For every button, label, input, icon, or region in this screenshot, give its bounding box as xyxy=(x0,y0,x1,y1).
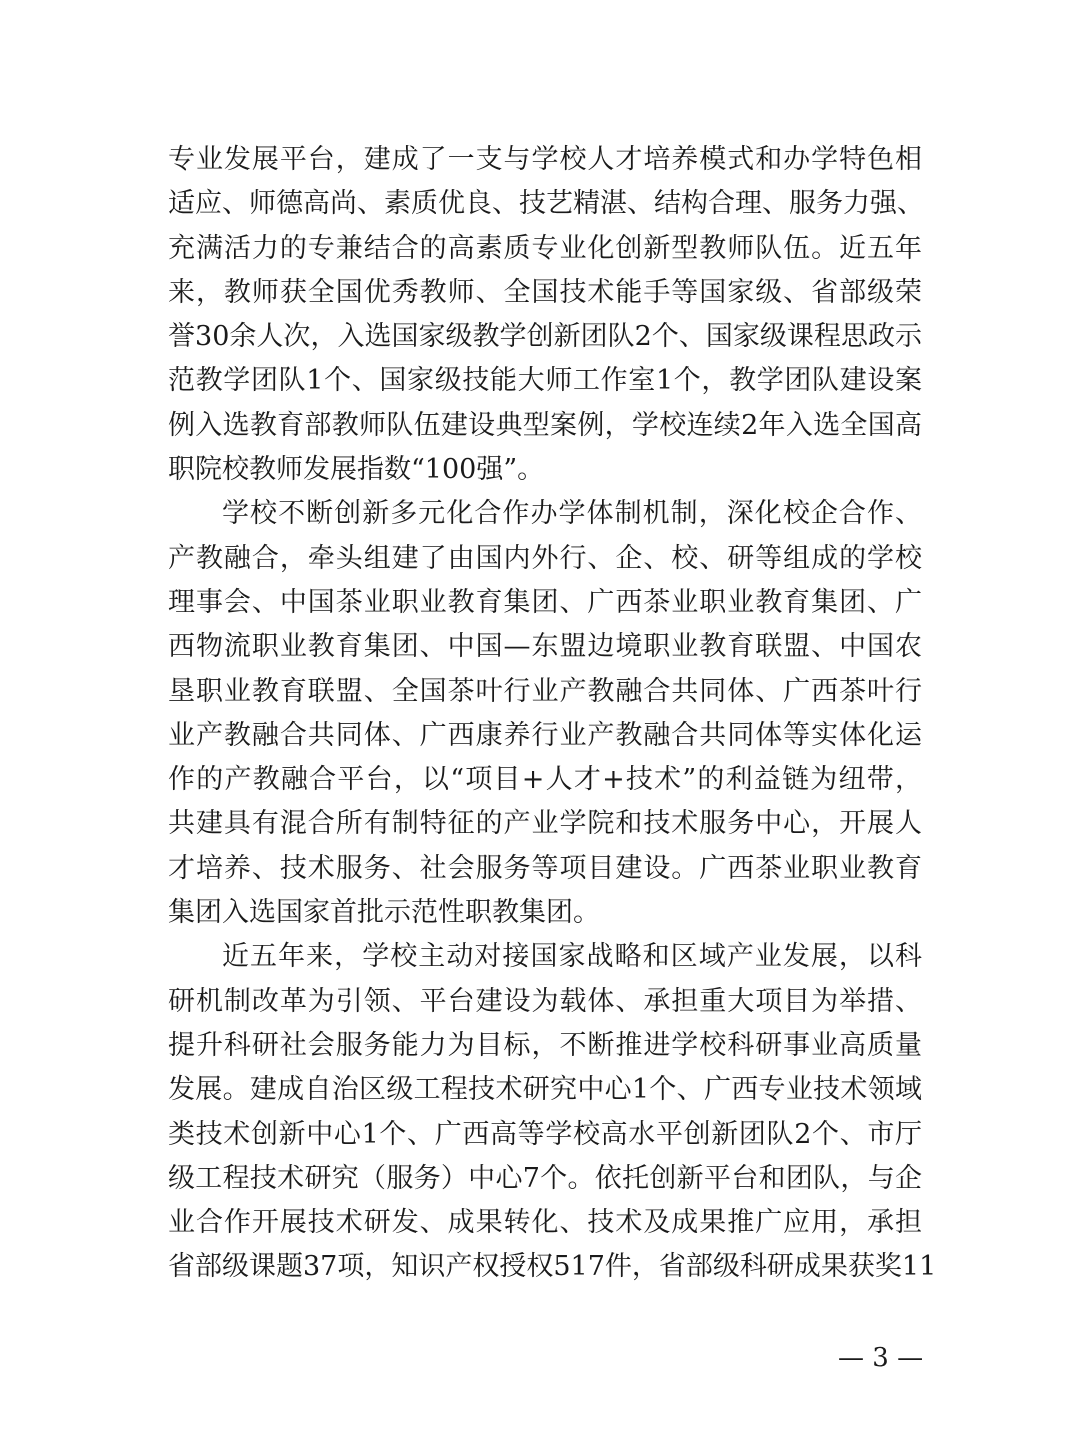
text-line: 才培养、技术服务、社会服务等项目建设。广西茶业职业教育 xyxy=(168,852,922,884)
text-line: 西物流职业教育集团、中国—东盟边境职业教育联盟、中国农 xyxy=(168,631,922,663)
text-line: 提升科研社会服务能力为目标，不断推进学校科研事业高质量 xyxy=(168,1029,922,1061)
text-line: 省部级课题37项，知识产权授权517件，省部级科研成果获奖11 xyxy=(168,1251,937,1283)
text-line: 业合作开展技术研发、成果转化、技术及成果推广应用，承担 xyxy=(168,1207,922,1239)
text-line: 来，教师获全国优秀教师、全国技术能手等国家级、省部级荣 xyxy=(168,276,922,308)
text-line: 研机制改革为引领、平台建设为载体、承担重大项目为举措、 xyxy=(168,985,922,1017)
text-line: 发展。建成自治区级工程技术研究中心1个、广西专业技术领域 xyxy=(168,1074,922,1106)
text-line: 垦职业教育联盟、全国茶叶行业产教融合共同体、广西茶叶行 xyxy=(168,675,922,707)
text-line: 专业发展平台，建成了一支与学校人才培养模式和办学特色相 xyxy=(168,144,922,175)
text-line: 范教学团队1个、国家级技能大师工作室1个，教学团队建设案 xyxy=(168,365,922,397)
page-number: — 3 — xyxy=(838,1343,924,1373)
text-line: 学校不断创新多元化合作办学体制机制，深化校企合作、 xyxy=(222,498,922,530)
text-line: 类技术创新中心1个、广西高等学校高水平创新团队2个、市厅 xyxy=(168,1118,922,1150)
text-line: 级工程技术研究（服务）中心7个。依托创新平台和团队，与企 xyxy=(168,1162,922,1194)
text-line: 誉30余人次，入选国家级教学创新团队2个、国家级课程思政示 xyxy=(168,321,922,353)
text-line: 共建具有混合所有制特征的产业学院和技术服务中心，开展人 xyxy=(168,808,922,840)
text-line: 职院校教师发展指数“100强”。 xyxy=(168,454,545,486)
text-line: 适应、师德高尚、素质优良、技艺精湛、结构合理、服务力强、 xyxy=(168,188,924,220)
body-text xyxy=(168,138,937,1290)
paragraph xyxy=(168,935,937,1289)
text-line: 充满活力的专兼结合的高素质专业化创新型教师队伍。近五年 xyxy=(168,232,922,264)
text-line: 作的产教融合平台，以“项目+人才+技术”的利益链为纽带， xyxy=(168,764,922,796)
text-line: 产教融合，牵头组建了由国内外行、企、校、研等组成的学校 xyxy=(168,542,922,574)
text-line: 理事会、中国茶业职业教育集团、广西茶业职业教育集团、广 xyxy=(168,586,922,618)
paragraph xyxy=(168,138,922,492)
text-line: 业产教融合共同体、广西康养行业产教融合共同体等实体化运 xyxy=(168,719,922,751)
text-line: 近五年来，学校主动对接国家战略和区域产业发展，以科 xyxy=(222,941,922,973)
text-line: 例入选教育部教师队伍建设典型案例，学校连续2年入选全国高 xyxy=(168,409,922,441)
paragraph xyxy=(168,492,922,935)
text-line: 集团入选国家首批示范性职教集团。 xyxy=(168,897,600,929)
